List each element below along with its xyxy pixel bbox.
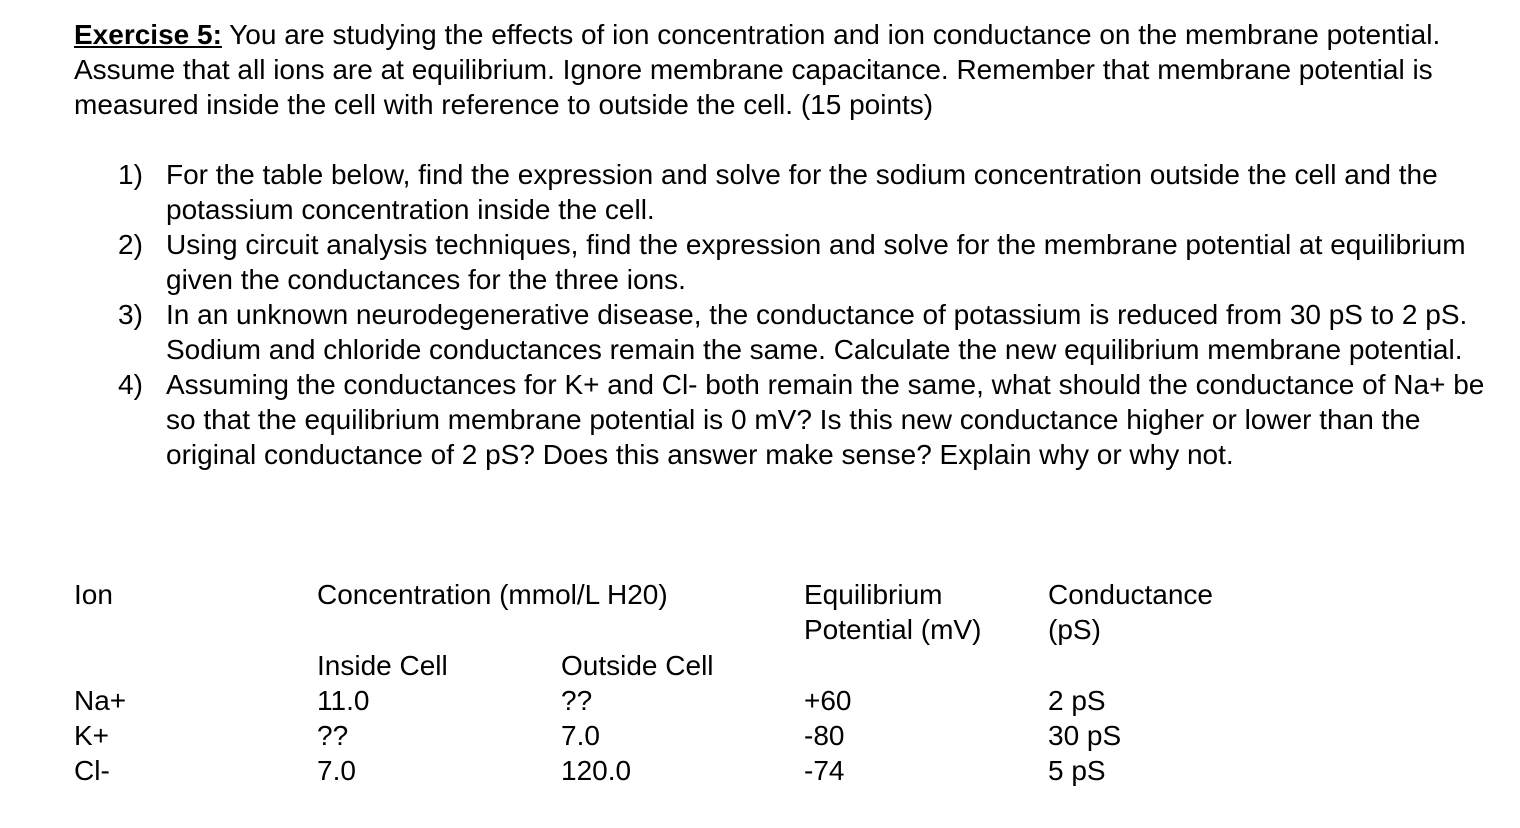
question-text: Assuming the conductances for K+ and Cl- both remain the same, what should the conductance of Na+ be so that the equilibrium membrane potential is 0 mV? Is this new conductance higher or lower than the original conductance of 2 pS? Does this answer make sense? Explain why or why not. xyxy=(166,369,1485,470)
header-equilibrium-line2: Potential (mV) xyxy=(804,614,982,645)
row-k-outside: 7.0 xyxy=(561,720,600,751)
header-conductance-line1: Conductance xyxy=(1048,579,1214,610)
question-text: Using circuit analysis techniques, find the expression and solve for the membrane potential at equilibrium given the conductances for the three ions. xyxy=(166,229,1466,295)
question-number: 3) xyxy=(118,299,143,330)
row-k-equilibrium: -80 xyxy=(804,720,845,751)
question-item xyxy=(118,367,1498,472)
row-cl-outside: 120.0 xyxy=(561,755,632,786)
row-k-conductance: 30 pS xyxy=(1048,720,1122,751)
header-concentration: Concentration (mmol/L H20) xyxy=(317,579,668,610)
question-item xyxy=(118,157,1498,227)
header-ion: Ion xyxy=(74,579,113,610)
exercise-intro xyxy=(74,17,1474,122)
question-number: 2) xyxy=(118,229,143,260)
header-equilibrium-line1: Equilibrium xyxy=(804,579,943,610)
row-na-ion: Na+ xyxy=(74,685,127,716)
row-na-equilibrium: +60 xyxy=(804,685,852,716)
question-text: For the table below, find the expression and solve for the sodium concentration outside the cell and the potassium concentration inside the cell. xyxy=(166,159,1438,225)
question-item xyxy=(118,227,1498,297)
question-list xyxy=(118,157,1498,472)
row-cl-equilibrium: -74 xyxy=(804,755,845,786)
question-text: In an unknown neurodegenerative disease, the conductance of potassium is reduced from 30 pS to 2 pS. Sodium and chloride conductances remain the same. Calculate the new equilibrium membrane potential. xyxy=(166,299,1468,365)
row-na-inside: 11.0 xyxy=(317,685,370,716)
row-k-inside: ?? xyxy=(317,720,349,751)
row-na-outside: ?? xyxy=(561,685,593,716)
exercise-label: Exercise 5: xyxy=(74,19,222,50)
row-cl-conductance: 5 pS xyxy=(1048,755,1106,786)
header-conductance-line2: (pS) xyxy=(1048,614,1101,645)
exercise-intro-text: You are studying the effects of ion concentration and ion conductance on the membrane potential. Assume that all ions are at equilibrium. Ignore membrane capacitance. Remember that membrane potential is measured inside the cell with reference to outside the cell. (15 points) xyxy=(74,19,1441,120)
row-k-ion: K+ xyxy=(74,720,110,751)
question-number: 1) xyxy=(118,159,143,190)
subheader-outside: Outside Cell xyxy=(561,650,714,681)
row-na-conductance: 2 pS xyxy=(1048,685,1106,716)
row-cl-inside: 7.0 xyxy=(317,755,356,786)
row-cl-ion: Cl- xyxy=(74,755,110,786)
subheader-inside: Inside Cell xyxy=(317,650,448,681)
question-number: 4) xyxy=(118,369,143,400)
question-item xyxy=(118,297,1498,367)
